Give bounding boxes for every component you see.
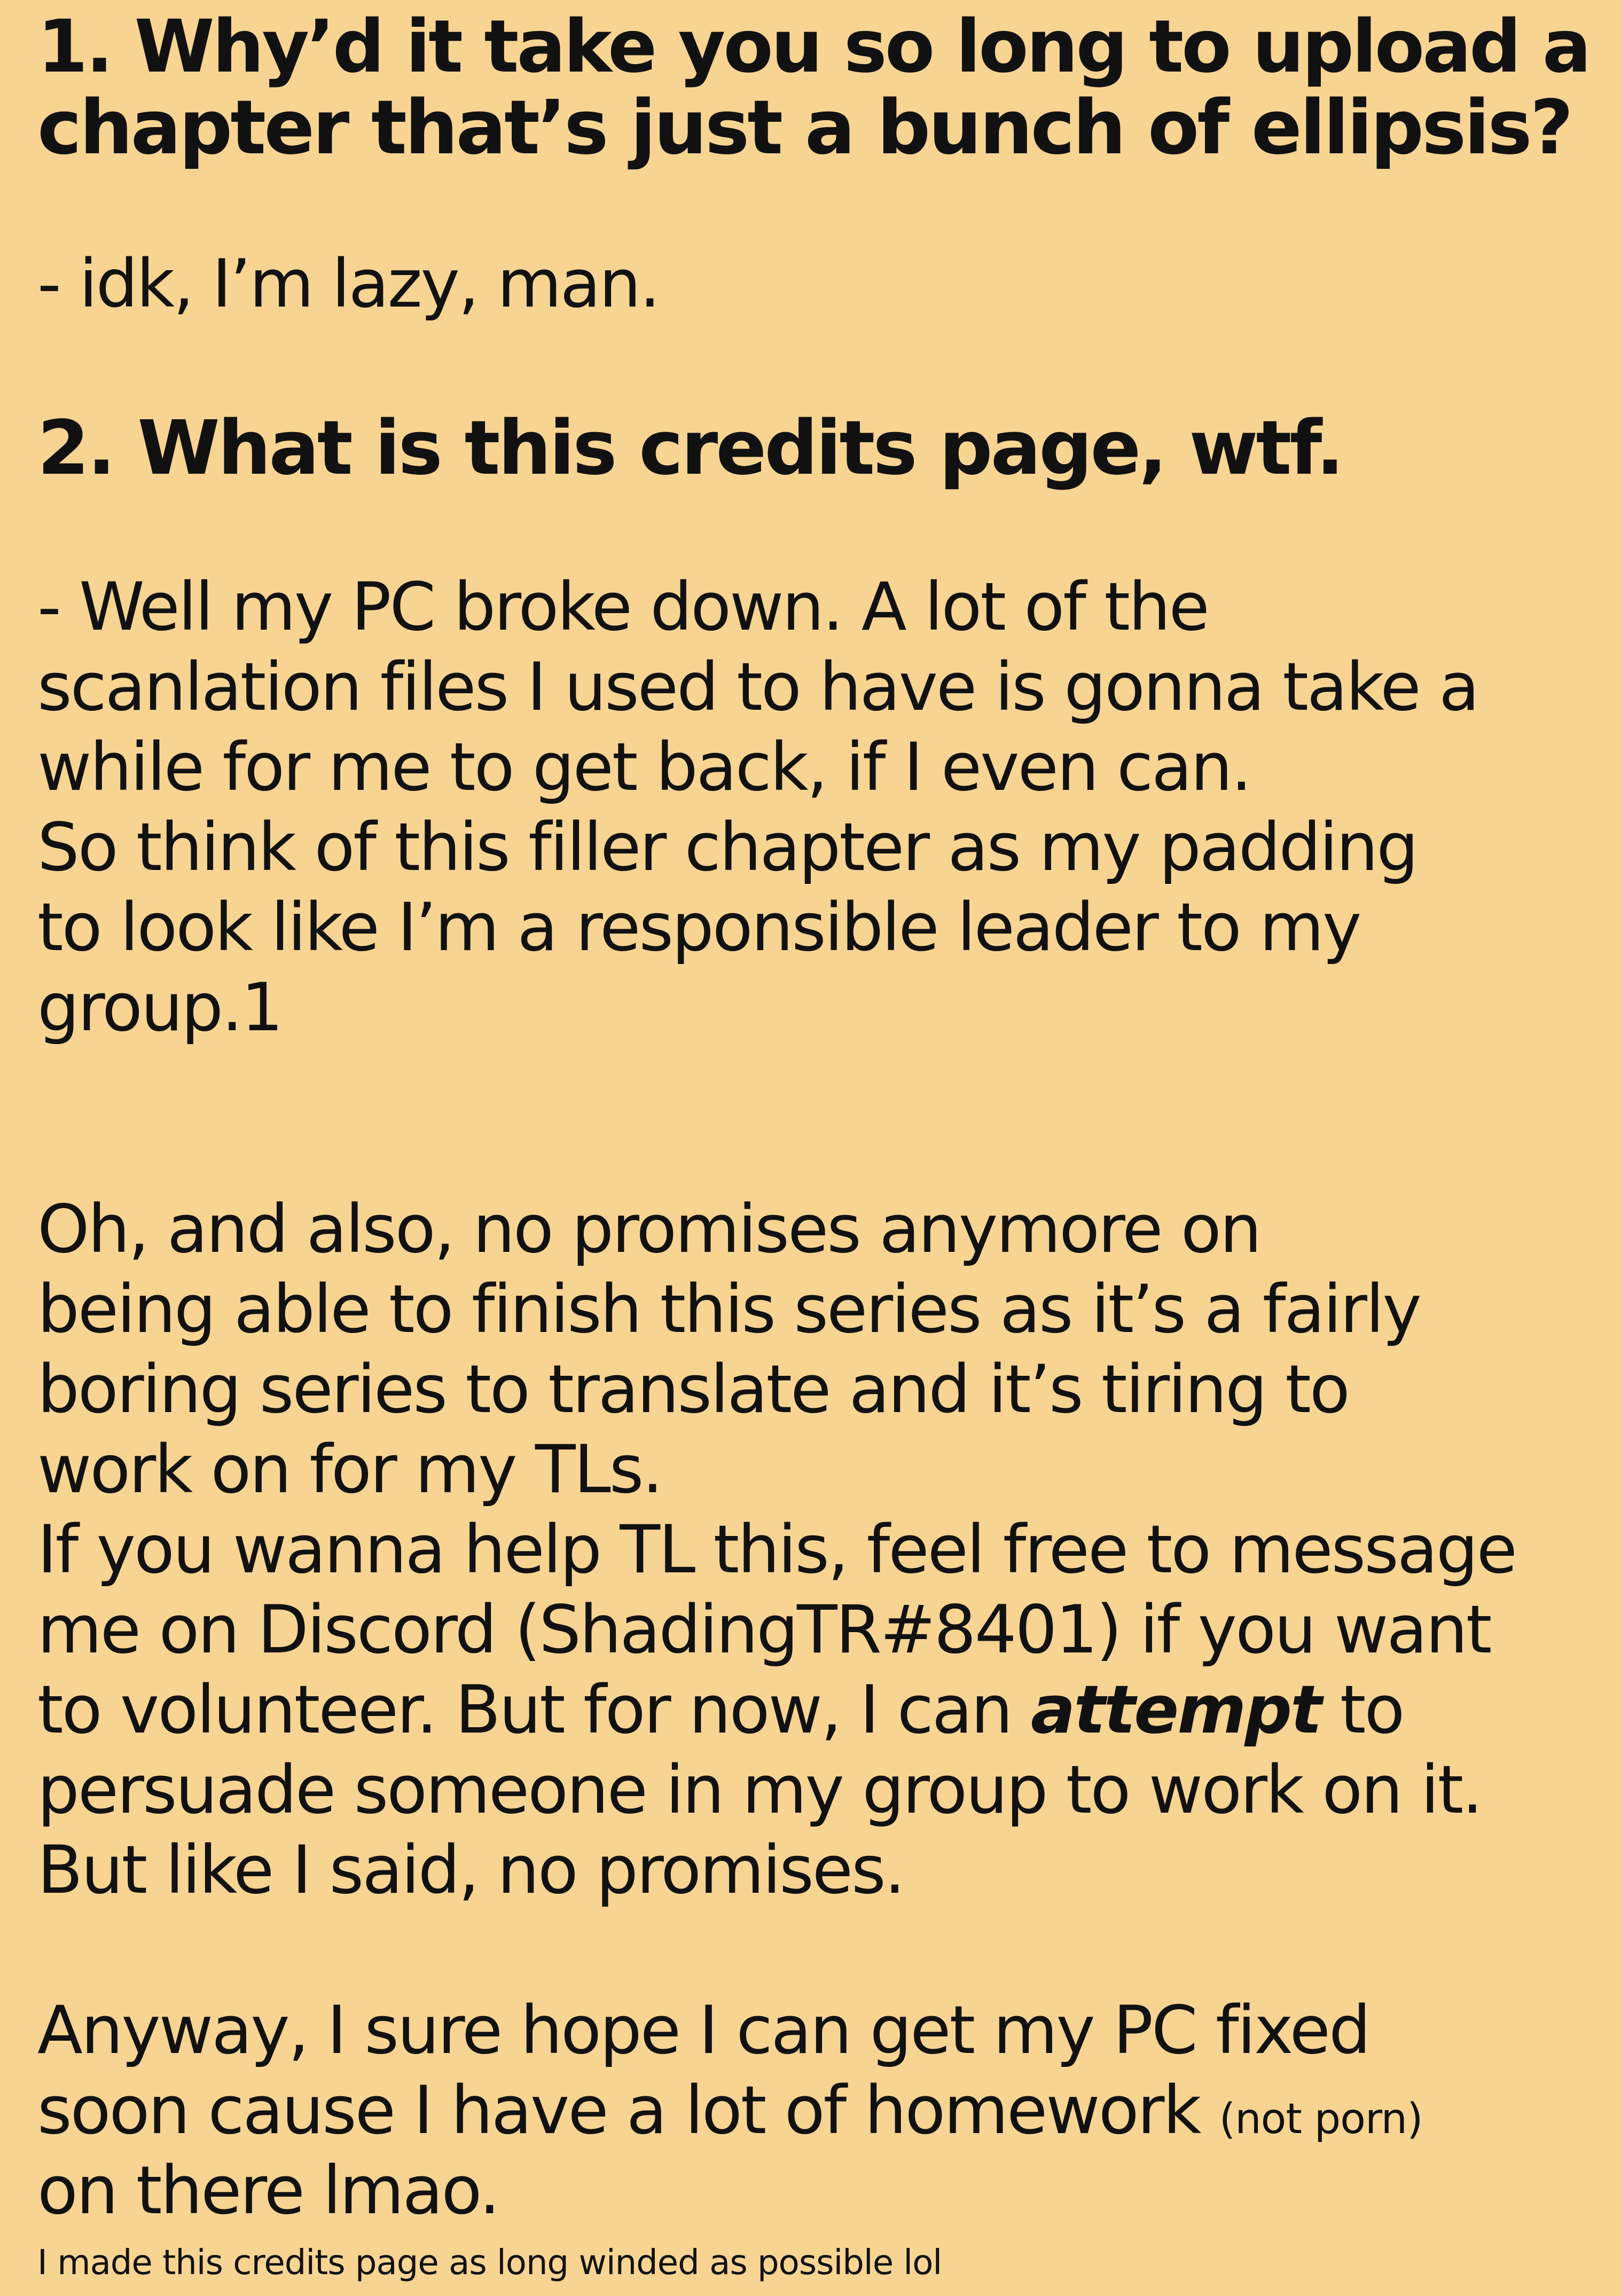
notice-line-attempt-prefix: to volunteer. But for now, I can	[37, 1672, 1031, 1749]
question-1-heading-line-1: 1. Why’d it take you so long to upload a	[37, 5, 1589, 89]
notice-line-attempt-suffix: to	[1320, 1672, 1404, 1749]
question-2-answer-line: So think of this filler chapter as my padding	[37, 809, 1418, 886]
question-2-answer-line: scanlation files I used to have is gonna take a	[37, 649, 1478, 726]
notice-line: boring series to translate and it’s tiring to	[37, 1351, 1349, 1428]
question-1-answer: - idk, I’m lazy, man.	[37, 246, 659, 323]
notice-line: being able to finish this series as it’s a fairly	[37, 1271, 1420, 1348]
closing-line-homework-main: soon cause I have a lot of homework	[37, 2072, 1219, 2149]
question-2-answer-line: - Well my PC broke down. A lot of the	[37, 569, 1208, 646]
notice-line-attempt	[37, 1672, 1404, 1749]
closing-line: Anyway, I sure hope I can get my PC fixed	[37, 1992, 1369, 2069]
question-2-heading: 2. What is this credits page, wtf.	[37, 405, 1342, 492]
notice-line: But like I said, no promises.	[37, 1832, 904, 1909]
closing-line-homework	[37, 2072, 1423, 2149]
closing-line: on there lmao.	[37, 2152, 499, 2229]
notice-line: If you wanna help TL this, feel free to message	[37, 1511, 1516, 1588]
notice-line: Oh, and also, no promises anymore on	[37, 1191, 1260, 1268]
question-2-answer-line: group.1	[37, 969, 282, 1046]
not-porn-aside: (not porn)	[1219, 2095, 1423, 2143]
question-2-answer-line: to look like I’m a responsible leader to my	[37, 889, 1360, 966]
attempt-emphasis: attempt	[1030, 1672, 1321, 1749]
question-1-heading-line-2: chapter that’s just a bunch of ellipsis?	[37, 84, 1571, 171]
notice-line: work on for my TLs.	[37, 1431, 662, 1508]
footnote: I made this credits page as long winded as possible lol	[37, 2243, 942, 2283]
notice-line: persuade someone in my group to work on it.	[37, 1752, 1482, 1829]
notice-line: me on Discord (ShadingTR#8401) if you want	[37, 1592, 1491, 1668]
question-2-answer-line: while for me to get back, if I even can.	[37, 729, 1251, 806]
